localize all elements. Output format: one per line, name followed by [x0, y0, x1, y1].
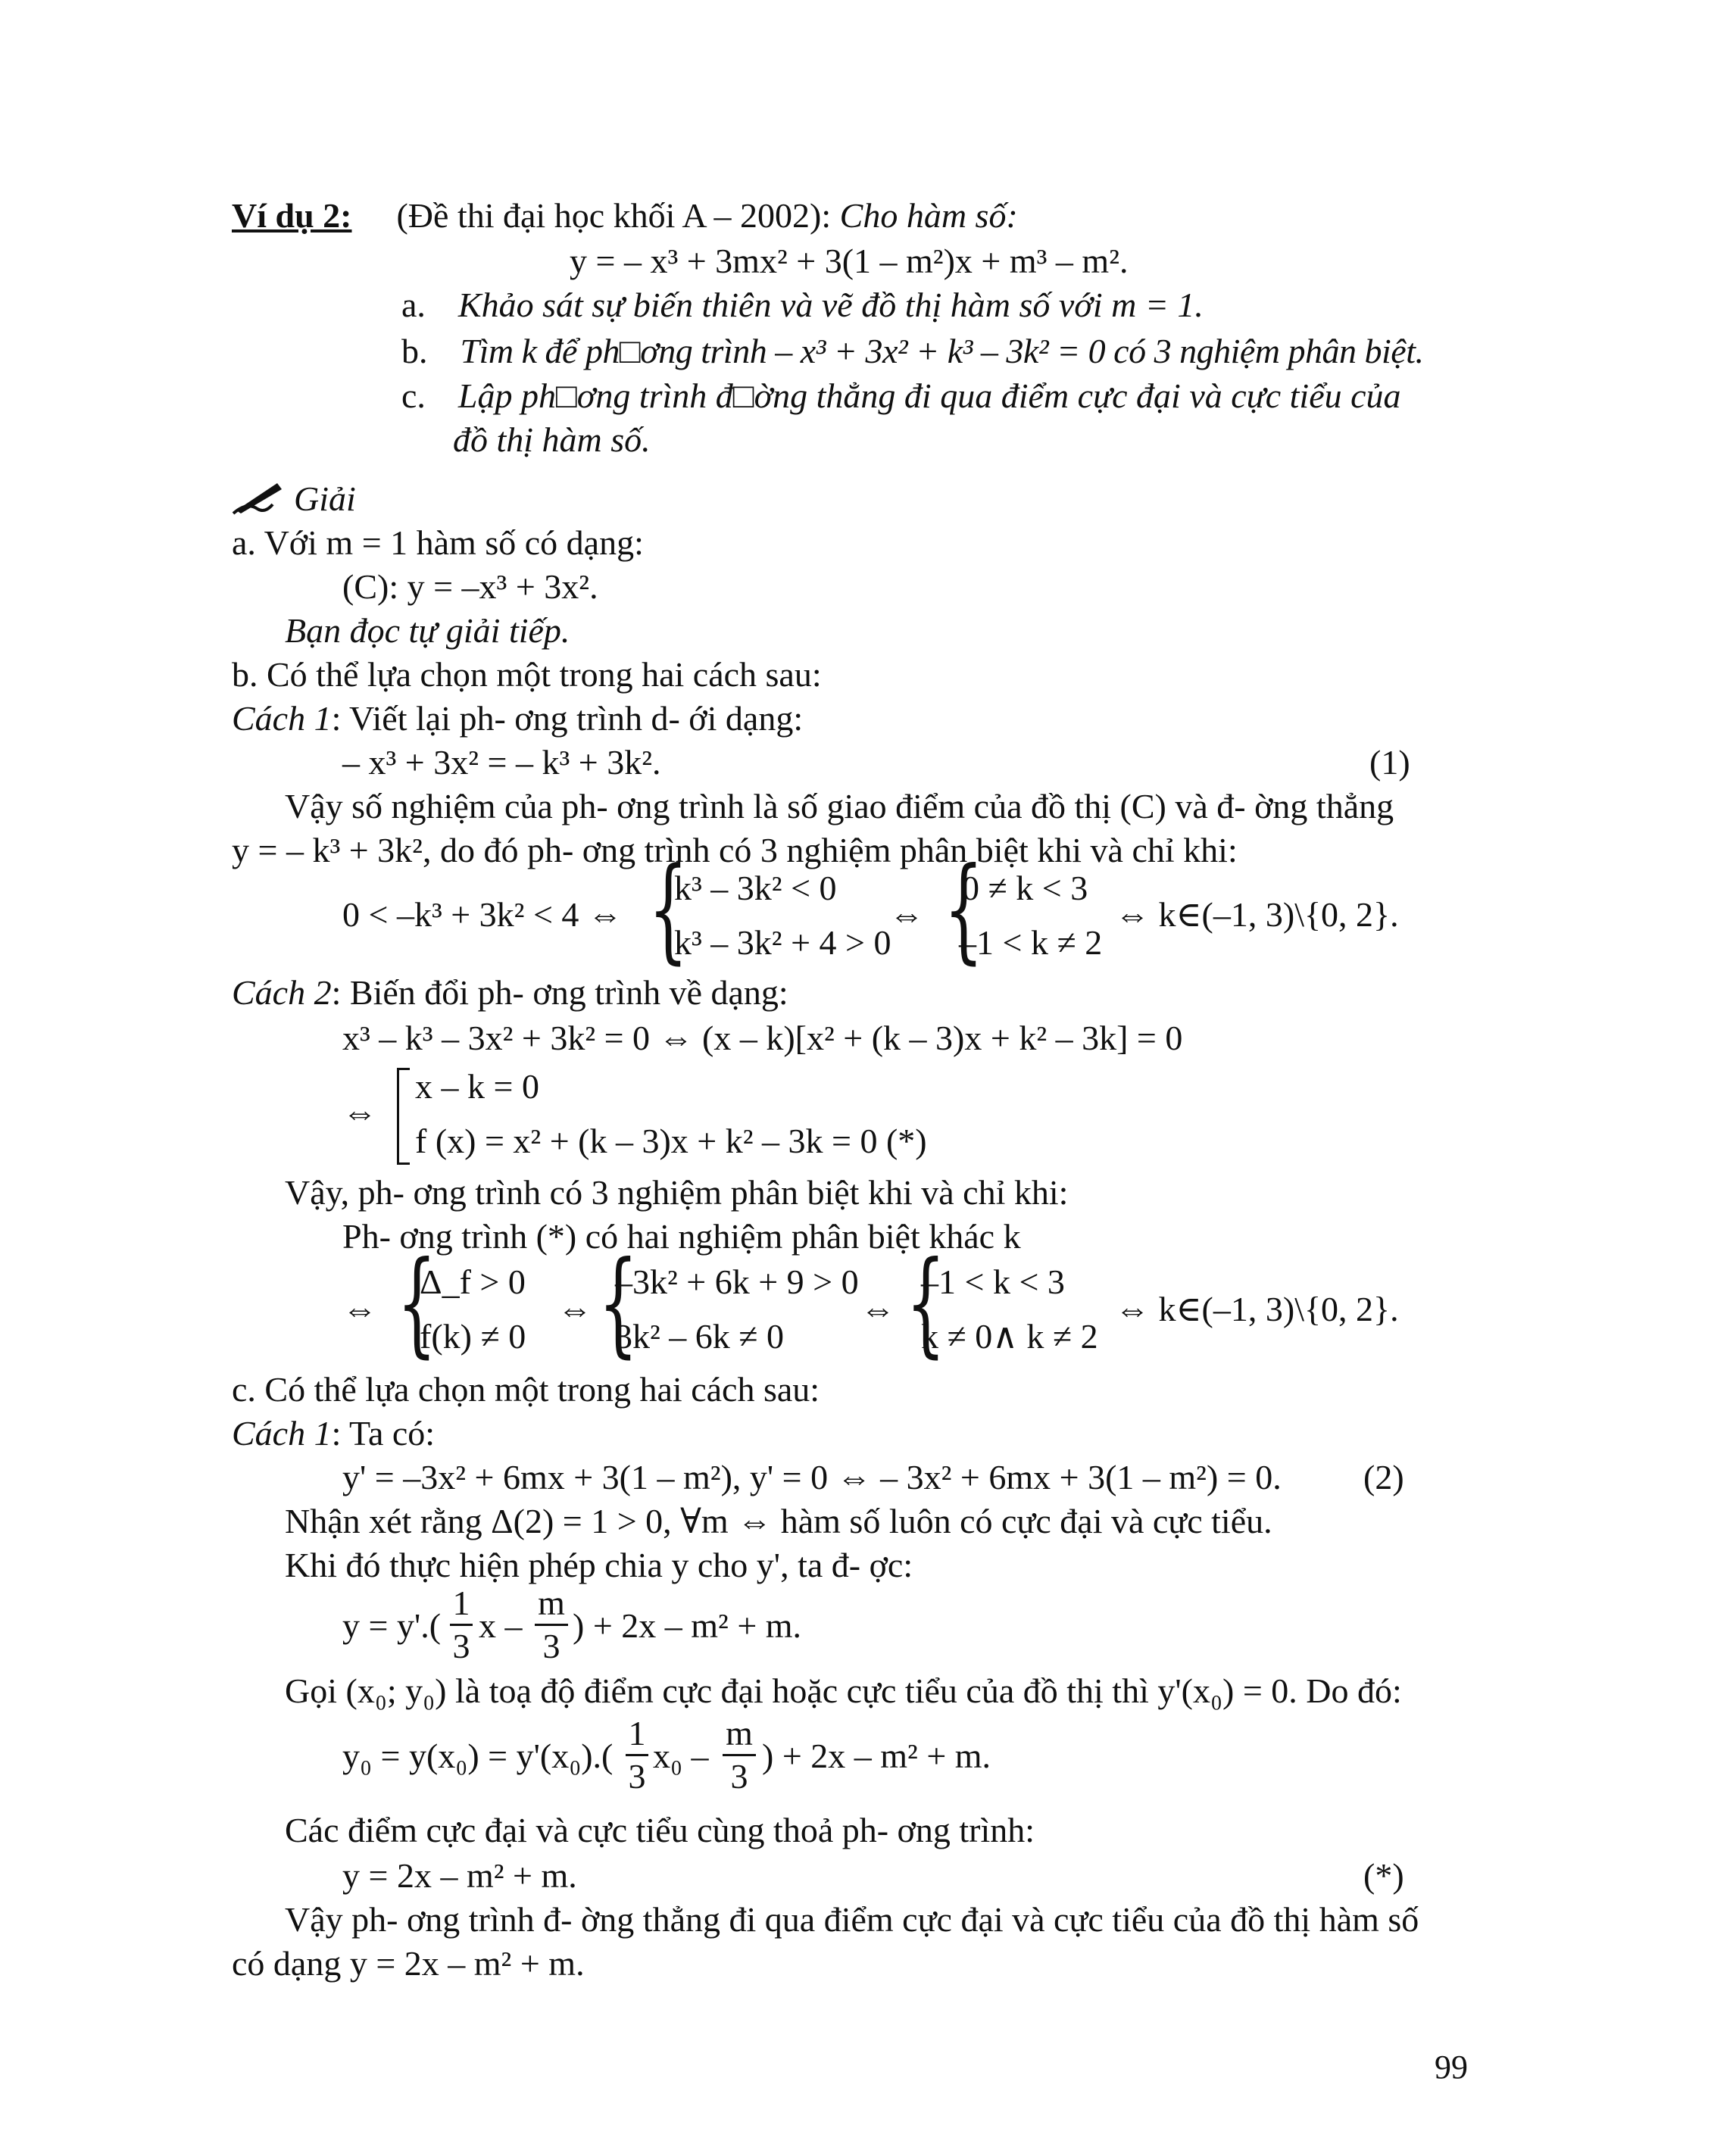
part-c-eq1: y' = –3x² + 6mx + 3(1 – m²), y' = 0 ⇔ – 3x² + 6mx + 3(1 – m²) = 0. [342, 1458, 1282, 1496]
problem-item-c: c. Lập ph□ơng trình đ□ờng thẳng đi qua điểm cực đại và cực tiểu của [401, 376, 1401, 415]
sys1-mid-arrow: ⇔ [889, 895, 924, 934]
part-b-cach2: Cách 2: Biến đổi ph- ơng trình về dạng: [232, 973, 788, 1012]
part-c-eq2-left: y = y'.( [342, 1606, 442, 1645]
sys2-row1: x – k = 0 [415, 1067, 539, 1106]
sys1-b-row1: 0 ≠ k < 3 [962, 869, 1088, 907]
example-label: Ví dụ 2: [232, 196, 352, 235]
sys3-arrow2: ⇔ [557, 1290, 592, 1328]
sys1-right: ⇔ k∈(–1, 3)\{0, 2}. [1115, 895, 1399, 934]
part-b-para1: Vậy số nghiệm của ph- ơng trình là số giao điểm của đồ thị (C) và đ- ờng thẳng [285, 787, 1394, 825]
sys3-a-row2: f(k) ≠ 0 [420, 1317, 526, 1356]
sys1-brace-a: { [648, 844, 688, 975]
sys2-arrow: ⇔ [342, 1093, 377, 1131]
sys3-arrow1: ⇔ [342, 1290, 377, 1328]
sys1-b-row2: –1 < k ≠ 2 [959, 923, 1103, 962]
sys3-arrow3: ⇔ [860, 1290, 895, 1328]
pencil-icon [232, 479, 283, 521]
solution-heading: Giải [232, 479, 356, 521]
part-b-para3: Vậy, ph- ơng trình có 3 nghiệm phân biệt khi và chỉ khi: [285, 1173, 1069, 1212]
part-a-note: Bạn đọc tự giải tiếp. [285, 611, 570, 650]
sys2-row2: f (x) = x² + (k – 3)x + k² – 3k = 0 (*) [415, 1122, 927, 1160]
sys3-a-row1: Δ_f > 0 [420, 1262, 526, 1301]
problem-item-c-cont: đồ thị hàm số. [453, 420, 651, 459]
problem-item-b: b. Tìm k để ph□ơng trình – x³ + 3x² + k³ – 3k² = 0 có 3 nghiệm phân biệt. [401, 332, 1424, 370]
part-c-para1: Nhận xét rằng Δ(2) = 1 > 0, ∀m ⇔ hàm số luôn có cực đại và cực tiểu. [285, 1502, 1272, 1540]
part-c-eq1-number: (2) [1363, 1458, 1404, 1496]
part-c-eq3-frac2: m 3 [723, 1716, 756, 1794]
sys3-c-row2: k ≠ 0∧ k ≠ 2 [921, 1317, 1098, 1356]
part-c-eq4-number: (*) [1363, 1856, 1404, 1895]
part-c-eq2-frac1: 1 3 [450, 1586, 473, 1664]
part-c-para4: Các điểm cực đại và cực tiểu cùng thoả ph- ơng trình: [285, 1811, 1035, 1849]
part-c-eq4: y = 2x – m² + m. [342, 1856, 577, 1895]
part-b-eq1-number: (1) [1369, 743, 1410, 782]
sys1-left: 0 < –k³ + 3k² < 4 ⇔ [342, 895, 623, 934]
sys1-brace-b: { [944, 844, 984, 975]
sys1-a-row2: k³ – 3k² + 4 > 0 [674, 923, 891, 962]
part-b-intro: b. Có thể lựa chọn một trong hai cách sau: [232, 655, 822, 694]
part-b-para2: y = – k³ + 3k², do đó ph- ơng trình có 3 nghiệm phân biệt khi và chỉ khi: [232, 831, 1238, 869]
part-c-eq3-left: y₀ = y(x₀) = y'(x₀).( [342, 1737, 614, 1775]
problem-function: y = – x³ + 3mx² + 3(1 – m²)x + m³ – m². [570, 242, 1129, 280]
part-c-para6: có dạng y = 2x – m² + m. [232, 1944, 585, 1983]
problem-item-a: a. Khảo sát sự biến thiên và vẽ đồ thị hàm số với m = 1. [401, 286, 1204, 324]
problem-header [232, 198, 1018, 233]
part-c-eq3-frac1: 1 3 [626, 1716, 648, 1794]
sys1-a-row1: k³ – 3k² < 0 [674, 869, 837, 907]
sys3-brace-b: { [598, 1237, 639, 1369]
part-c-cach1: Cách 1: Ta có: [232, 1414, 436, 1453]
part-c-eq2-right: ) + 2x – m² + m. [573, 1606, 802, 1645]
sys3-brace-a: { [397, 1237, 437, 1369]
part-c-eq2-mid: x – [479, 1606, 523, 1645]
part-c-intro: c. Có thể lựa chọn một trong hai cách sau: [232, 1370, 820, 1409]
sys3-c-row1: –1 < k < 3 [921, 1262, 1065, 1301]
part-c-para3: Gọi (x₀; y₀) là toạ độ điểm cực đại hoặc cực tiểu của đồ thị thì y'(x₀) = 0. Do đó: [285, 1671, 1402, 1710]
part-c-eq2-frac2: m 3 [535, 1586, 568, 1664]
part-b-eq1: – x³ + 3x² = – k³ + 3k². [342, 743, 661, 782]
part-c-eq3-right: ) + 2x – m² + m. [762, 1737, 991, 1775]
part-b-cach1: Cách 1: Viết lại ph- ơng trình d- ới dạng: [232, 699, 804, 738]
part-c-para2: Khi đó thực hiện phép chia y cho y', ta đ- ợc: [285, 1546, 913, 1584]
part-a-curve: (C): y = –x³ + 3x². [342, 567, 598, 606]
sys3-brace-c: { [906, 1237, 946, 1369]
problem-source: (Đề thi đại học khối A – 2002): [396, 196, 840, 235]
part-b-eq2: x³ – k³ – 3x² + 3k² = 0 ⇔ (x – k)[x² + (k – 3)x + k² – 3k] = 0 [342, 1019, 1183, 1057]
problem-lead: Cho hàm số: [839, 196, 1018, 235]
sys3-b-row2: 3k² – 6k ≠ 0 [615, 1317, 785, 1356]
part-a-intro: a. Với m = 1 hàm số có dạng: [232, 523, 644, 562]
sys3-right: ⇔ k∈(–1, 3)\{0, 2}. [1115, 1290, 1399, 1328]
part-b-para4: Ph- ơng trình (*) có hai nghiệm phân biệt khác k [342, 1217, 1021, 1256]
part-c-eq3-mid: x₀ – [653, 1737, 709, 1775]
part-c-para5: Vậy ph- ơng trình đ- ờng thẳng đi qua điểm cực đại và cực tiểu của đồ thị hàm số [285, 1900, 1419, 1939]
sys3-b-row1: –3k² + 6k + 9 > 0 [615, 1262, 859, 1301]
sys2-bracket [397, 1068, 410, 1165]
page-number: 99 [1435, 2049, 1468, 2086]
